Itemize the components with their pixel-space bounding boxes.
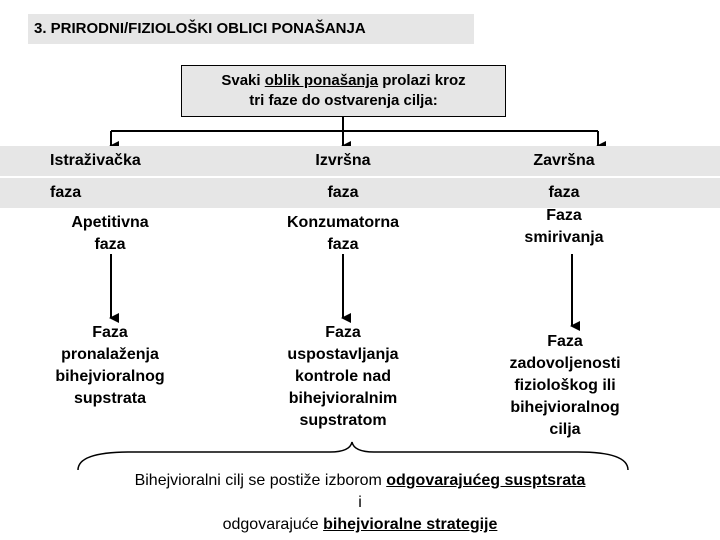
phase-word-1: faza [50, 184, 82, 201]
conclusion-line-3-prefix: odgovarajuće [222, 516, 324, 533]
detail-1-line-2: pronalaženja [61, 346, 159, 363]
conclusion-line-3-underlined: bihejvioralne strategije [323, 516, 498, 533]
detail-2-line-5: supstratom [299, 412, 387, 429]
phase-name-1: Istraživačka [50, 152, 141, 169]
detail-3-line-3: fiziološkog ili [514, 377, 616, 394]
phase-name-3: Završna [533, 152, 595, 169]
phase-name-2: Izvršna [315, 152, 371, 169]
phase-detail-2 [263, 322, 423, 432]
subtype-3-line-1: Faza [546, 207, 582, 224]
phase-word-2: faza [327, 184, 359, 201]
intro-suffix: prolazi kroz [378, 72, 466, 89]
conclusion-line-1-underlined: odgovarajućeg susptsrata [386, 472, 586, 489]
detail-3-line-4: bihejvioralnog [510, 399, 620, 416]
detail-1-line-3: bihejvioralnog [55, 368, 165, 385]
brace-bottom [78, 442, 628, 470]
conclusion-line-1 [60, 470, 660, 492]
conclusion-line-3 [60, 514, 660, 536]
subtype-1-line-2: faza [94, 236, 126, 253]
subtype-3-line-2: smirivanja [524, 229, 604, 246]
conclusion-text [60, 470, 660, 536]
conclusion-line-2: i [358, 494, 362, 511]
detail-1-line-1: Faza [92, 324, 128, 341]
detail-2-line-4: bihejvioralnim [288, 390, 398, 407]
detail-2-line-1: Faza [325, 324, 361, 341]
subtype-2-line-2: faza [327, 236, 359, 253]
detail-3-line-5: cilja [549, 421, 581, 438]
subtype-2-line-1: Konzumatorna [287, 214, 399, 231]
phase-subtype-2 [263, 212, 423, 256]
detail-3-line-2: zadovoljenosti [509, 355, 621, 372]
detail-3-line-1: Faza [547, 333, 583, 350]
slide-title: 3. PRIRODNI/FIZIOLOŠKI OBLICI PONAŠANJA [28, 14, 474, 44]
subtype-1-line-1: Apetitivna [71, 214, 149, 231]
phase-subtype-3 [494, 205, 634, 249]
intro-prefix: Svaki [221, 72, 265, 89]
detail-2-line-3: kontrole nad [294, 368, 391, 385]
intro-underlined: oblik ponašanja [264, 72, 379, 89]
phase-subtype-1 [40, 212, 180, 256]
detail-1-line-4: supstrata [73, 390, 147, 407]
conclusion-line-1-prefix: Bihejvioralni cilj se postiže izborom [134, 472, 387, 489]
phase-detail-1 [30, 322, 190, 410]
detail-2-line-2: uspostavljanja [287, 346, 399, 363]
phase-word-3: faza [548, 184, 580, 201]
intro-line-2: tri faze do ostvarenja cilja: [249, 92, 438, 109]
phase-detail-3 [490, 331, 640, 441]
